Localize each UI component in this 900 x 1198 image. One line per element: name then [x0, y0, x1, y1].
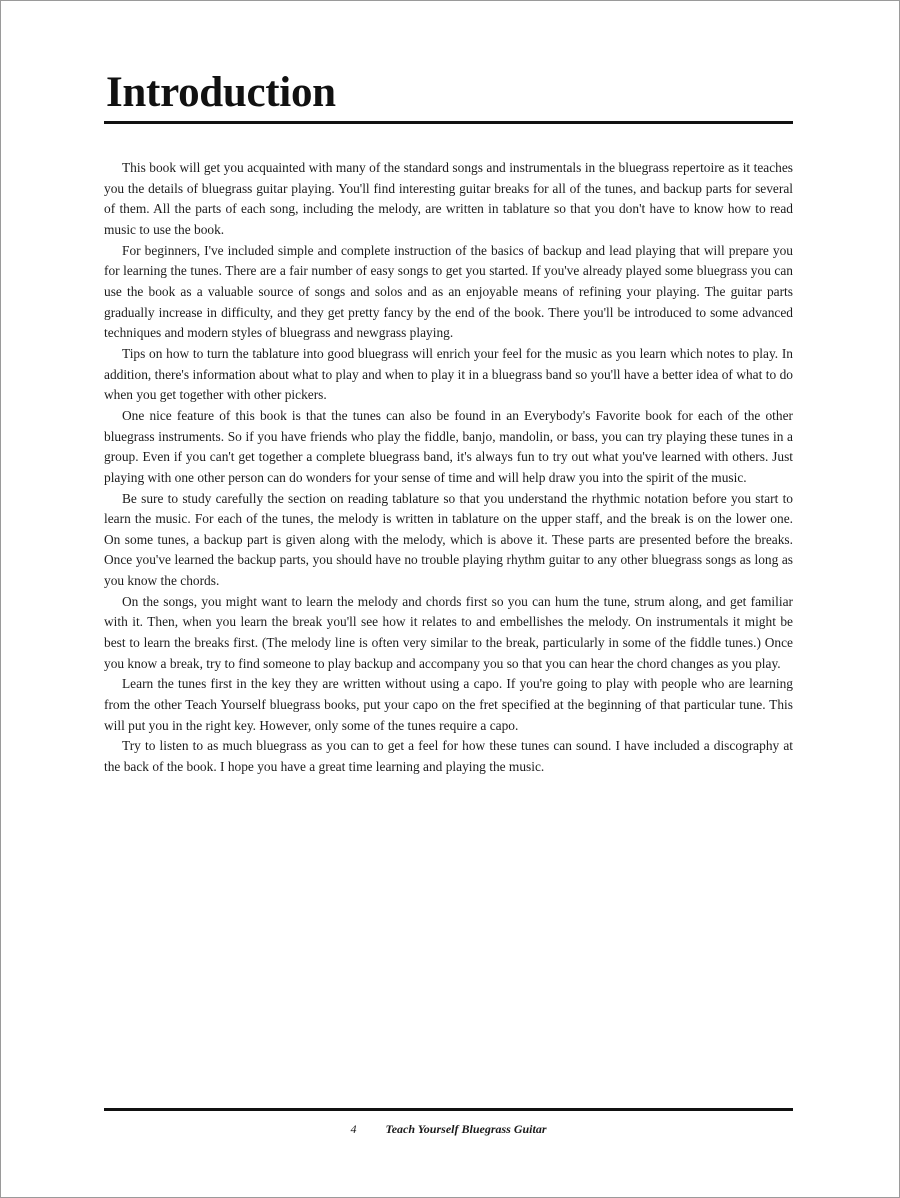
title-rule: [104, 121, 793, 124]
paragraph: Be sure to study carefully the section on reading tablature so that you understand the rhythmic notation before you start to learn the music. For each of the tunes, the melody is written in tablature on the upper staff, and the break is on the lower one. On some tunes, a backup part is given along with the melody, which is above it. These parts are presented before the breaks. Once you've learned the backup parts, you should have no trouble playing rhythm guitar to any other bluegrass songs as long as you know the chords.: [104, 490, 793, 589]
body-text: [104, 158, 793, 778]
paragraph: This book will get you acquainted with many of the standard songs and instrumentals in the bluegrass repertoire as it teaches you the details of bluegrass guitar playing. You'll find interesting guitar breaks for all of the tunes, and backup parts for several of them. All the parts of each song, including the melody, are written in tablature so that you don't have to know how to read music to use the book.: [104, 160, 793, 237]
footer-rule: [104, 1108, 793, 1111]
running-title: Teach Yourself Bluegrass Guitar: [385, 1122, 547, 1136]
paragraph: For beginners, I've included simple and complete instruction of the basics of backup and lead playing that will prepare you for learning the tunes. There are a fair number of easy songs to get you started. If you've already played some bluegrass you can use the book as a valuable source of songs and solos and as an enjoyable means of refining your playing. The guitar parts gradually increase in difficulty, and they get pretty fancy by the end of the book. There you'll be introduced to some advanced techniques and modern styles of bluegrass and newgrass playing.: [104, 242, 793, 341]
page-footer: [104, 1121, 793, 1137]
page-number: 4: [350, 1122, 357, 1136]
paragraph: Try to listen to as much bluegrass as you can to get a feel for how these tunes can sound. I have included a discography at the back of the book. I hope you have a great time learning and playing the music.: [104, 738, 793, 775]
paragraph: One nice feature of this book is that the tunes can also be found in an Everybody's Favorite book for each of the other bluegrass instruments. So if you have friends who play the fiddle, banjo, mandolin, or bass, you can try playing these tunes in a group. Even if you can't get together a complete bluegrass band, it's always fun to try out what you've learned with others. Just playing with one other person can do wonders for your sense of time and will help draw you into the spirit of the music.: [104, 407, 793, 485]
paragraph: Learn the tunes first in the key they are written without using a capo. If you're going to play with people who are learning from the other Teach Yourself bluegrass books, put your capo on the fret specified at the beginning of that particular tune. This will put you in the right key. However, only some of the tunes require a capo.: [104, 676, 793, 733]
paragraph: On the songs, you might want to learn the melody and chords first so you can hum the tune, strum along, and get familiar with it. Then, when you learn the break you'll see how it relates to and embellishes the melody. On instrumentals it might be best to learn the breaks first. (The melody line is often very similar to the break, particularly in some of the fiddle tunes.) Once you know a break, try to find someone to play backup and accompany you so that you can hear the chord changes as you play.: [104, 593, 793, 671]
paragraph: Tips on how to turn the tablature into good bluegrass will enrich your feel for the music as you learn which notes to play. In addition, there's information about what to play and when to play it in a bluegrass band so you'll have a better idea of what to do when you get together with other pickers.: [104, 345, 793, 403]
page-title: Introduction: [106, 69, 336, 116]
